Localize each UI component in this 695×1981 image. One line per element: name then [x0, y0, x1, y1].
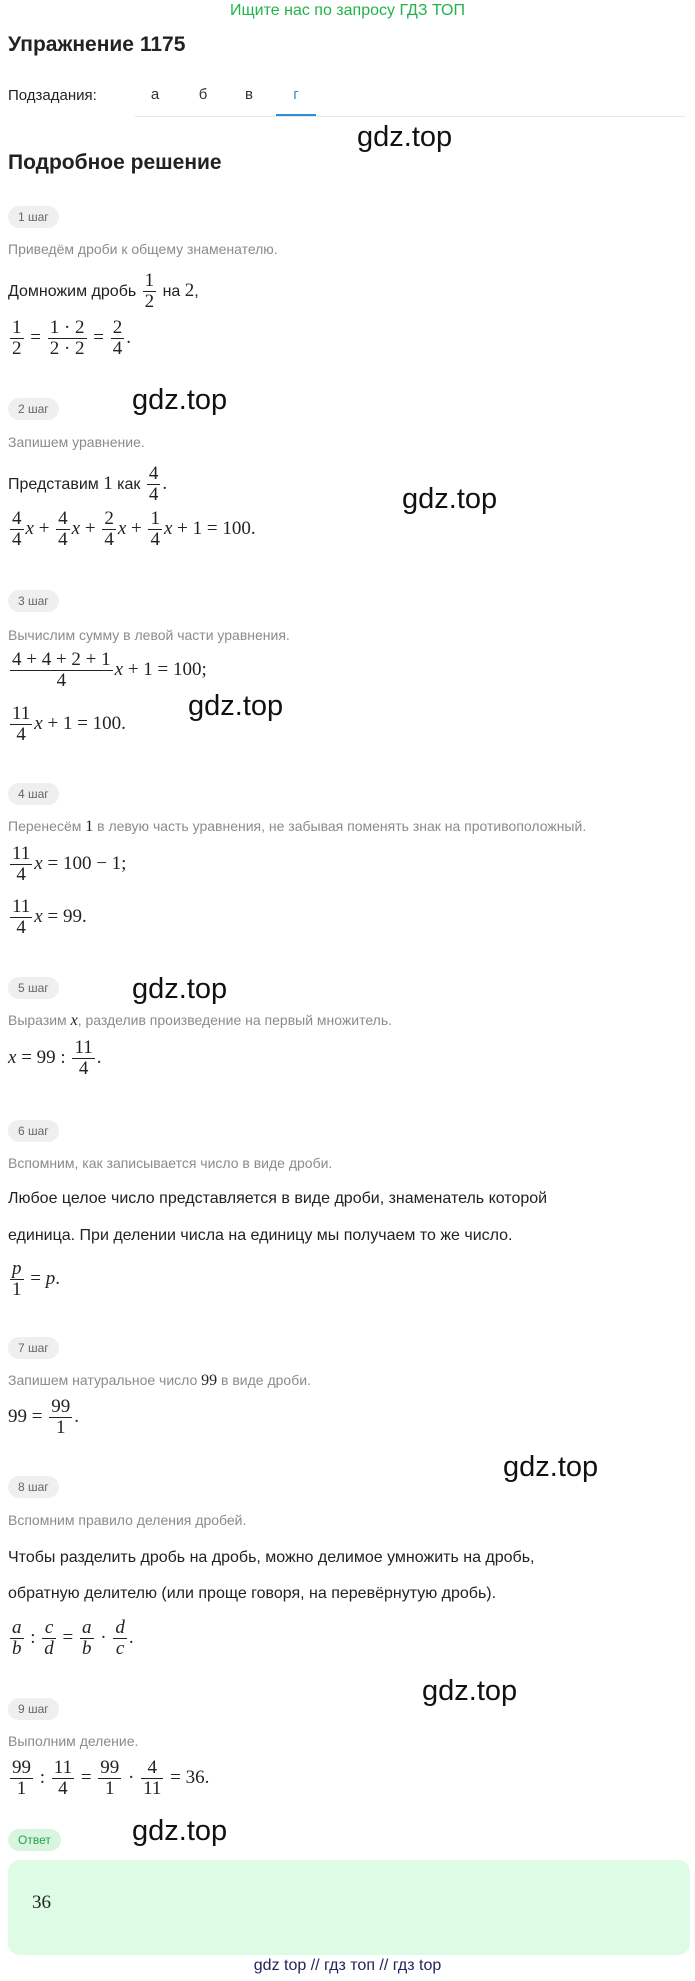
- step-text: Чтобы разделить дробь на дробь, можно делимое умножить на дробь,: [8, 1549, 535, 1566]
- step-text: Домножим дробь $\frac{1}{2}$ на 2,: [8, 270, 199, 313]
- watermark: gdz.top: [188, 690, 284, 722]
- watermark: gdz.top: [402, 483, 498, 515]
- step-hint: Перенесём 1 в левую часть уравнения, не забывая поменять знак на противоположный.: [8, 818, 587, 835]
- subtasks-label: Подзадания:: [8, 87, 97, 104]
- step-text: единица. При делении числа на единицу мы получаем то же число.: [8, 1227, 513, 1244]
- step-hint: Запишем уравнение.: [8, 434, 145, 450]
- footer-links: gdz top // гдз топ // гдз top: [253, 1957, 442, 1974]
- watermark: gdz.top: [503, 1451, 599, 1483]
- step-badge: 5 шаг: [8, 977, 59, 999]
- step-badge: 4 шаг: [8, 783, 59, 805]
- watermark: gdz.top: [132, 1815, 228, 1847]
- answer-badge: Ответ: [8, 1829, 61, 1851]
- formula: $\frac{99}{1}$ : $\frac{11}{4}$ = $\frac{99}{1}$ · $\frac{4}{11}$ = 36.: [12, 1757, 210, 1799]
- formula: $\frac{1}{2}$ = $\frac{1 \cdot 2}{2 \cdot 2}$ = $\frac{2}{4}$ .: [12, 317, 132, 359]
- watermark: gdz.top: [357, 121, 453, 153]
- step-hint: Вычислим сумму в левой части уравнения.: [8, 627, 290, 643]
- step-badge: 2 шаг: [8, 398, 59, 420]
- formula: $\frac{4 + 4 + 2 + 1}{4}$ x + 1 = 100;: [12, 649, 207, 691]
- step-hint: Вспомним, как записывается число в виде дроби.: [8, 1155, 333, 1171]
- step-hint: Выполним деление.: [8, 1733, 139, 1749]
- step-hint: Приведём дроби к общему знаменателю.: [8, 241, 278, 257]
- step-badge: 8 шаг: [8, 1476, 59, 1498]
- step-hint: Выразим x, разделив произведение на первый множитель.: [8, 1012, 393, 1029]
- watermark: gdz.top: [422, 1675, 518, 1707]
- step-text: Представим 1 как $\frac{4}{4}$ .: [8, 463, 168, 506]
- tab-g[interactable]: г: [276, 86, 316, 103]
- formula: $\frac{a}{b}$ : $\frac{c}{d}$ = $\frac{a}{b}$ · $\frac{d}{c}$ .: [12, 1617, 134, 1659]
- section-title: Подробное решение: [8, 151, 222, 174]
- step-badge: 6 шаг: [8, 1120, 59, 1142]
- step-text: обратную делителю (или проще говоря, на перевёрнутую дробь).: [8, 1585, 497, 1602]
- formula: $\frac{11}{4}$ x = 99.: [12, 896, 87, 938]
- top-banner: Ищите нас по запросу ГДЗ ТОП: [230, 2, 465, 19]
- step-hint: Вспомним правило деления дробей.: [8, 1512, 247, 1528]
- formula: $\frac{11}{4}$ x + 1 = 100.: [12, 703, 126, 745]
- watermark: gdz.top: [132, 384, 228, 416]
- formula: $\frac{4}{4}$ x + $\frac{4}{4}$ x + $\frac{2}{4}$ x + $\frac{1}{4}$ x + 1 = 100.: [12, 508, 256, 550]
- formula: 99 = $\frac{99}{1}$ .: [8, 1396, 79, 1438]
- step-badge: 1 шаг: [8, 206, 59, 228]
- answer-box: [8, 1860, 690, 1955]
- step-badge: 9 шаг: [8, 1698, 59, 1720]
- formula: $\frac{p}{1}$ = p.: [12, 1258, 60, 1300]
- tab-v[interactable]: в: [245, 86, 253, 103]
- step-hint: Запишем натуральное число 99 в виде дроби.: [8, 1372, 311, 1389]
- subtask-tabs: [135, 78, 685, 117]
- watermark: gdz.top: [132, 973, 228, 1005]
- formula: $\frac{11}{4}$ x = 100 − 1;: [12, 843, 127, 885]
- step-text: Любое целое число представляется в виде дроби, знаменатель которой: [8, 1190, 548, 1207]
- step-badge: 7 шаг: [8, 1337, 59, 1359]
- answer-value: 36: [32, 1892, 51, 1913]
- page-title: Упражнение 1175: [8, 33, 186, 56]
- tab-a[interactable]: а: [150, 86, 160, 103]
- formula: x = 99 : $\frac{11}{4}$ .: [8, 1037, 102, 1079]
- step-badge: 3 шаг: [8, 590, 59, 612]
- tab-b[interactable]: б: [198, 86, 208, 103]
